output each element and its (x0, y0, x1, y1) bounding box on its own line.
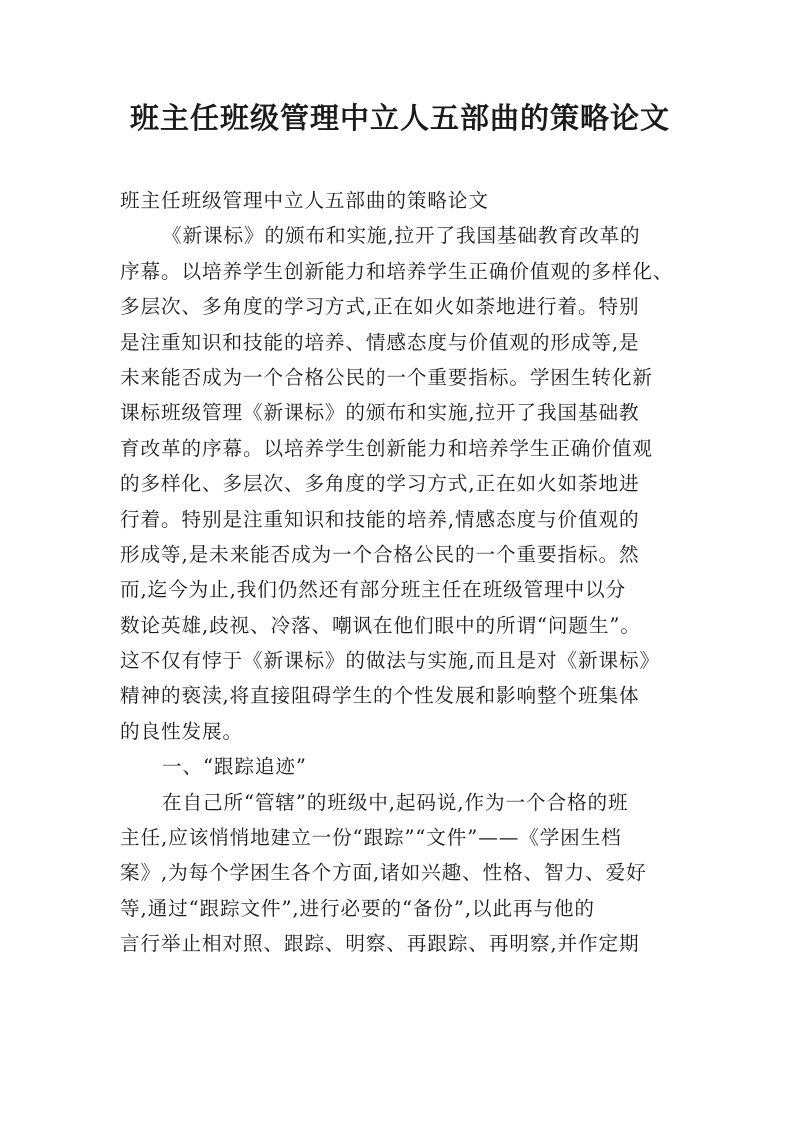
section-heading: 一、“跟踪追迹” (162, 755, 307, 779)
paragraph-line: 数论英雄,歧视、冷落、嘲讽在他们眼中的所谓“问题生”。 (120, 613, 641, 637)
paragraph-line: 在自己所“管辖”的班级中,起码说,作为一个合格的班 (162, 790, 629, 814)
paragraph-line: 精神的亵渎,将直接阻碍学生的个性发展和影响整个班集体 (120, 684, 640, 708)
paragraph-line: 而,迄今为止,我们仍然还有部分班主任在班级管理中以分 (120, 578, 627, 602)
subtitle-line: 班主任班级管理中立人五部曲的策略论文 (120, 189, 489, 212)
paragraph-line: 的多样化、多层次、多角度的学习方式,正在如火如荼地进 (120, 472, 640, 496)
document-body (120, 183, 682, 962)
paragraph-line: 序幕。以培养学生创新能力和培养学生正确价值观的多样化、 (120, 259, 674, 283)
paragraph-line: 课标班级管理《新课标》的颁布和实施,拉开了我国基础教 (120, 401, 640, 425)
paragraph-line: 形成等,是未来能否成为一个合格公民的一个重要指标。然 (120, 542, 640, 566)
paragraph-line: 这不仅有悖于《新课标》的做法与实施,而且是对《新课标》 (120, 649, 660, 673)
paragraph-line: 主任,应该悄悄地建立一份“跟踪”“文件”——《学困生档 (120, 826, 622, 850)
paragraph-line: 多层次、多角度的学习方式,正在如火如荼地进行着。特别 (120, 295, 640, 319)
paragraph-line: 育改革的序幕。以培养学生创新能力和培养学生正确价值观 (120, 436, 653, 460)
paragraph-line: 未来能否成为一个合格公民的一个重要指标。学困生转化新 (120, 365, 653, 389)
paragraph-line: 言行举止相对照、跟踪、明察、再跟踪、再明察,并作定期 (120, 932, 640, 956)
paragraph-line: 的良性发展。 (120, 719, 243, 743)
paragraph-line: 案》,为每个学困生各个方面,诸如兴趣、性格、智力、爱好 (120, 861, 647, 885)
document-title: 班主任班级管理中立人五部曲的策略论文 (129, 101, 670, 135)
paragraph-line: 行着。特别是注重知识和技能的培养,情感态度与价值观的 (120, 507, 640, 531)
paragraph-line: 是注重知识和技能的培养、情感态度与价值观的形成等,是 (120, 330, 640, 354)
paragraph-line: 等,通过“跟踪文件”,进行必要的“备份”,以此再与他的 (120, 896, 595, 920)
paragraph-line: 《新课标》的颁布和实施,拉开了我国基础教育改革的 (162, 224, 641, 248)
